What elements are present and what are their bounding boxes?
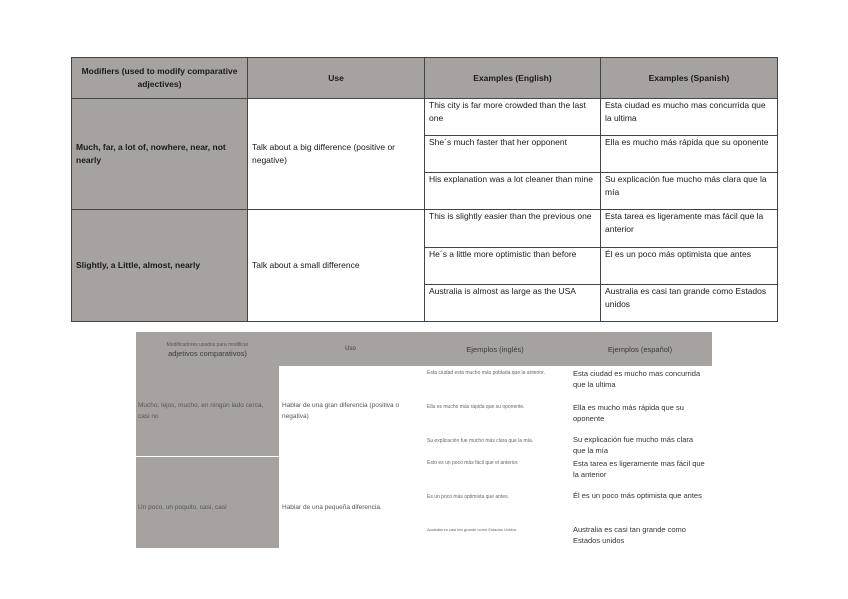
ejemplo-ingles-cell: Esto es un poco más fácil que el anterior.	[427, 460, 519, 466]
example-spanish-cell: Australia es casi tan grande como Estados unidos	[601, 284, 778, 321]
example-english-cell: His explanation was a lot cleaner than mine	[425, 173, 601, 210]
modifiers-cell-small-difference: Slightly, a Little, almost, nearly	[72, 210, 248, 322]
use-cell-small-difference: Talk about a small difference	[248, 210, 425, 322]
table-row	[72, 210, 778, 247]
ejemplo-espanol-cell: Su explicación fue mucho más clara que la mía	[573, 435, 694, 455]
comparative-modifiers-table-english	[71, 57, 778, 322]
ejemplo-ingles-cell: Es un poco más optimista que antes.	[427, 494, 509, 500]
uso-pequena-diferencia: Hablar de una pequeña diferencia.	[282, 504, 382, 511]
example-spanish-cell: Esta tarea es ligeramente mas fácil que la anterior	[601, 210, 778, 247]
example-english-cell: This is slightly easier than the previous one	[425, 210, 601, 247]
ejemplo-ingles-cell: Australia es casi tan grande como Estados Unidos	[427, 527, 517, 532]
table-header-row	[72, 58, 778, 99]
example-spanish-cell: Esta ciudad es mucho mas concurrida que la ultima	[601, 99, 778, 136]
uso-gran-diferencia: Hablar de una gran diferencia (positiva o negativa)	[282, 402, 400, 420]
table-row	[72, 99, 778, 136]
header-examples-english: Examples (English)	[425, 58, 601, 99]
example-english-cell: She´s much faster that her opponent	[425, 136, 601, 173]
header-modificadores-line2: adjetivos comparativos)	[168, 348, 247, 358]
header-ejemplos-espanol: Ejemplos (español)	[607, 344, 673, 354]
modifiers-cell-big-difference: Much, far, a lot of, nowhere, near, not nearly	[72, 99, 248, 210]
header-examples-spanish: Examples (Spanish)	[601, 58, 778, 99]
header-ejemplos-ingles: Ejemplos (inglés)	[466, 344, 524, 354]
header-modificadores-line1: Modificadores usados para modificar	[166, 341, 249, 348]
use-cell-big-difference: Talk about a big difference (positive or negative)	[248, 99, 425, 210]
modificadores-gran-diferencia: Mucho, lejos, mucho, en ningún lado cerca, casi no	[138, 402, 264, 420]
ejemplo-ingles-cell: Su explicación fue mucho más clara que la mía.	[427, 438, 534, 444]
example-spanish-cell: Su explicación fue mucho más clara que la mía	[601, 173, 778, 210]
example-english-cell: This city is far more crowded than the last one	[425, 99, 601, 136]
ejemplo-espanol-cell: Ella es mucho más rápida que su oponente	[573, 403, 684, 423]
example-english-cell: Australia is almost as large as the USA	[425, 284, 601, 321]
modificadores-pequena-diferencia: Un poco, un poquito, casi, casi	[138, 504, 227, 511]
example-english-cell: He´s a little more optimistic than before	[425, 247, 601, 284]
comparative-modifiers-table-spanish	[136, 332, 712, 548]
header-modificadores	[136, 332, 279, 366]
header-uso: Uso	[345, 345, 356, 352]
header-modifiers: Modifiers (used to modify comparative adjectives)	[72, 58, 248, 99]
ejemplo-espanol-cell: Esta tarea es ligeramente mas fácil que la anterior	[573, 459, 705, 479]
ejemplo-espanol-cell: Esta ciudad es mucho mas concurrida que la ultima	[573, 369, 701, 389]
ejemplo-espanol-cell: Australia es casi tan grande como Estados unidos	[573, 525, 686, 545]
example-spanish-cell: Ella es mucho más rápida que su oponente	[601, 136, 778, 173]
ejemplo-ingles-cell: Ella es mucho más rápida que su oponente.	[427, 404, 525, 410]
ejemplo-ingles-cell: Esta ciudad está mucho más poblada que la anterior.	[427, 370, 545, 376]
ejemplo-espanol-cell: Él es un poco más optimista que antes	[573, 491, 702, 500]
header-use: Use	[248, 58, 425, 99]
example-spanish-cell: Él es un poco más optimista que antes	[601, 247, 778, 284]
